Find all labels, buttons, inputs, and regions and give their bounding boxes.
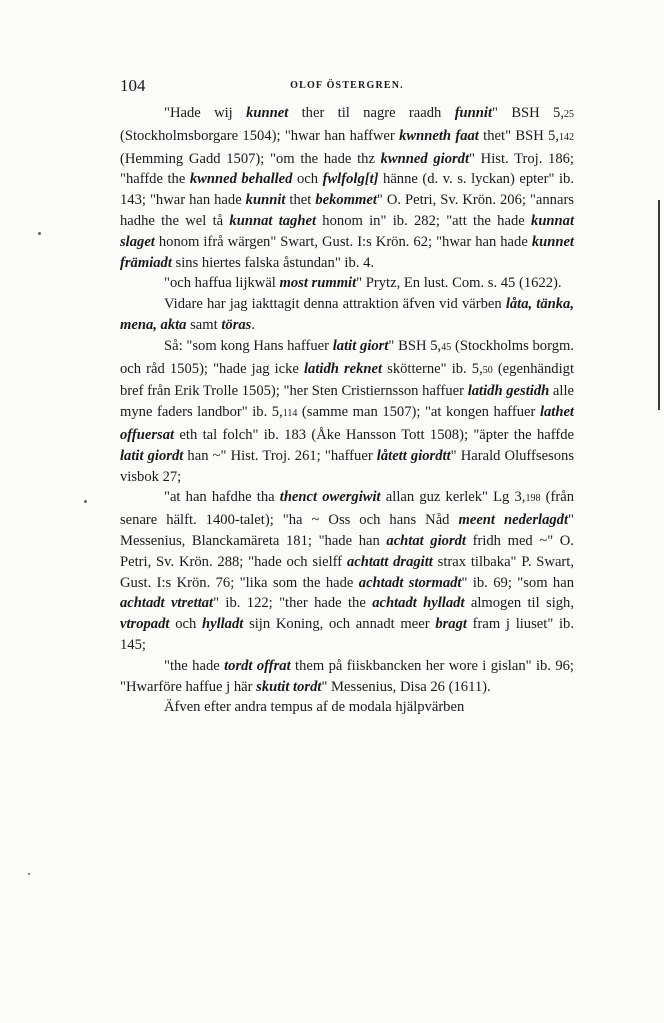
text-run: " Harald Oluffsesons visbok 27; <box>120 447 574 485</box>
subscript-ref: 50 <box>482 364 493 376</box>
text-run: " Messenius, Disa 26 (1611). <box>321 678 491 695</box>
text-run: Så: "som kong Hans haffuer <box>164 337 333 354</box>
subscript-ref: 114 <box>282 408 298 420</box>
italic-term: kwnned giordt <box>380 150 470 167</box>
subscript-ref: 25 <box>564 109 574 120</box>
italic-term: achtat giordt <box>386 532 466 549</box>
text-run: hänne (d. v. s. lyckan) epter" ib. 143; "hwar han hade <box>120 171 574 209</box>
text-run: " ib. 122; "ther hade the <box>213 595 373 612</box>
text-run: "the hade <box>164 657 225 674</box>
text-run: (egenhändigt bref från Erik Trolle 1505); "her Sten Cristiernsson haffuer <box>120 360 575 400</box>
italic-term: latidh reknet <box>303 360 383 377</box>
text-run: (Stockholms borgm. och råd 1505); "hade jag icke <box>120 337 574 377</box>
italic-term: lathet offuersat <box>120 404 574 443</box>
text-run: han ~" Hist. Troj. 261; "haffuer <box>183 447 377 464</box>
stray-mark <box>84 500 87 503</box>
text-run: sins hiertes falska åstundan" ib. 4. <box>171 254 375 271</box>
italic-term: achtadt vtrettat <box>120 595 214 612</box>
italic-term: thenct owergiwit <box>279 489 381 506</box>
italic-term: kunnet <box>246 105 289 121</box>
text-run: honom in" ib. 282; "att the hade <box>316 212 532 229</box>
paragraph <box>120 487 574 655</box>
italic-term: kunnet främiadt <box>120 233 574 271</box>
text-run: (Stockholmsborgare 1504); "hwar han haffwer <box>120 127 400 144</box>
text-run: och <box>169 616 202 633</box>
paragraph <box>120 273 574 294</box>
text-run: sijn Koning, och annadt meer <box>243 616 436 633</box>
text-run: "Hade wij <box>164 105 247 121</box>
paragraph <box>120 697 574 718</box>
italic-term: låta, tänka, mena, akta <box>120 296 575 333</box>
text-run: "och haffua lijkwäl <box>164 275 280 292</box>
text-run: thet <box>285 192 316 209</box>
text-run: Vidare har jag iakttagit denna attraktion äfven vid värben <box>164 296 506 313</box>
text-run: strax tilbaka" P. Swart, Gust. I:s Krön. 76; "lika som the hade <box>120 553 574 591</box>
text-run: och <box>292 171 323 188</box>
text-run: samt <box>186 316 222 333</box>
text-run: eth tal folch" ib. 183 (Åke Hansson Tott 1508); "äpter the haffde <box>174 426 574 443</box>
text-run: (Hemming Gadd 1507); "om the hade thz <box>120 150 381 167</box>
text-run: " BSH 5, <box>388 337 442 354</box>
italic-term: latidh gestidh <box>467 383 550 400</box>
italic-term: achtadt stormadt <box>358 574 462 591</box>
text-run: fridh med ~" O. Petri, Sv. Krön. 288; "hade och sielff <box>120 532 574 570</box>
paragraph <box>120 103 574 273</box>
italic-term: achtatt dragitt <box>346 553 433 570</box>
italic-term: latit giordt <box>120 447 184 464</box>
text-run: skötterne" ib. 5, <box>382 360 483 377</box>
text-run: Äfven efter andra tempus af de modala hjälpvärben <box>164 699 465 716</box>
text-run: " BSH 5, <box>492 105 564 121</box>
paragraph <box>120 656 574 698</box>
text-run: " Hist. Troj. 186; "haffde the <box>120 150 574 188</box>
text-run: honom ifrå wärgen" Swart, Gust. I:s Krön. 62; "hwar han hade <box>154 233 532 250</box>
paragraph <box>120 294 574 336</box>
text-run: almogen til sigh, <box>464 595 574 612</box>
text-run: (från senare hälft. 1400-talet); "ha ~ Oss och hans Nåd <box>120 489 574 529</box>
text-run: thet" BSH 5, <box>478 127 559 144</box>
stray-mark <box>28 873 30 875</box>
text-run: "at han hafdhe tha <box>164 489 280 506</box>
italic-term: achtadt hylladt <box>372 595 465 612</box>
text-run: (samme man 1507); "at kongen haffuer <box>297 404 540 421</box>
italic-term: most rummit <box>279 275 357 292</box>
subscript-ref: 142 <box>559 131 574 143</box>
stray-mark <box>38 232 41 235</box>
italic-term: bekommet <box>315 192 377 209</box>
italic-term: fwlfolg[t] <box>322 171 379 188</box>
italic-term: kwnned behalled <box>189 171 293 188</box>
text-run: " O. Petri, Sv. Krön. 206; "annars hadhe the wel tå <box>120 192 574 229</box>
text-run: them på fiiskbancken her wore i gislan" ib. 96; "Hwarföre haffue j här <box>120 657 574 695</box>
italic-term: tordt offrat <box>224 657 291 674</box>
paragraph <box>120 336 574 488</box>
text-run: allan guz kerlek" Lg 3, <box>380 489 526 506</box>
running-head: OLOF ÖSTERGREN. <box>290 80 404 91</box>
italic-term: låtett giordtt <box>376 447 451 464</box>
text-run: " ib. 69; "som han <box>461 574 575 591</box>
text-run: . <box>251 316 256 333</box>
text-run: alle myne faders landbor" ib. 5, <box>120 383 575 421</box>
italic-term: hylladt <box>201 616 244 633</box>
italic-term: meent nederlagdt <box>458 512 569 529</box>
page-edge-line <box>658 200 660 410</box>
subscript-ref: 45 <box>441 341 452 353</box>
text-run: " Prytz, En lust. Com. s. 45 (1622). <box>356 275 562 292</box>
italic-term: töras <box>221 316 252 333</box>
subscript-ref: 198 <box>525 493 541 505</box>
page-number: 104 <box>120 76 146 95</box>
text-run: ther til nagre raadh <box>288 105 455 121</box>
italic-term: bragt <box>435 616 467 633</box>
text-run: " Messenius, Blanckamäreta 181; "hade han <box>120 512 574 549</box>
italic-term: kunnit <box>245 192 286 209</box>
italic-term: vtropadt <box>120 616 170 633</box>
page-header <box>120 76 574 98</box>
italic-term: skutit tordt <box>256 678 322 695</box>
body-text <box>120 103 574 718</box>
text-run: fram j liuset" ib. 145; <box>120 616 574 653</box>
italic-term: funnit <box>454 105 493 121</box>
italic-term: latit giort <box>332 337 389 354</box>
italic-term: kwnneth faat <box>399 127 479 144</box>
italic-term: kunnat slaget <box>120 212 575 250</box>
italic-term: kunnat taghet <box>229 212 317 229</box>
